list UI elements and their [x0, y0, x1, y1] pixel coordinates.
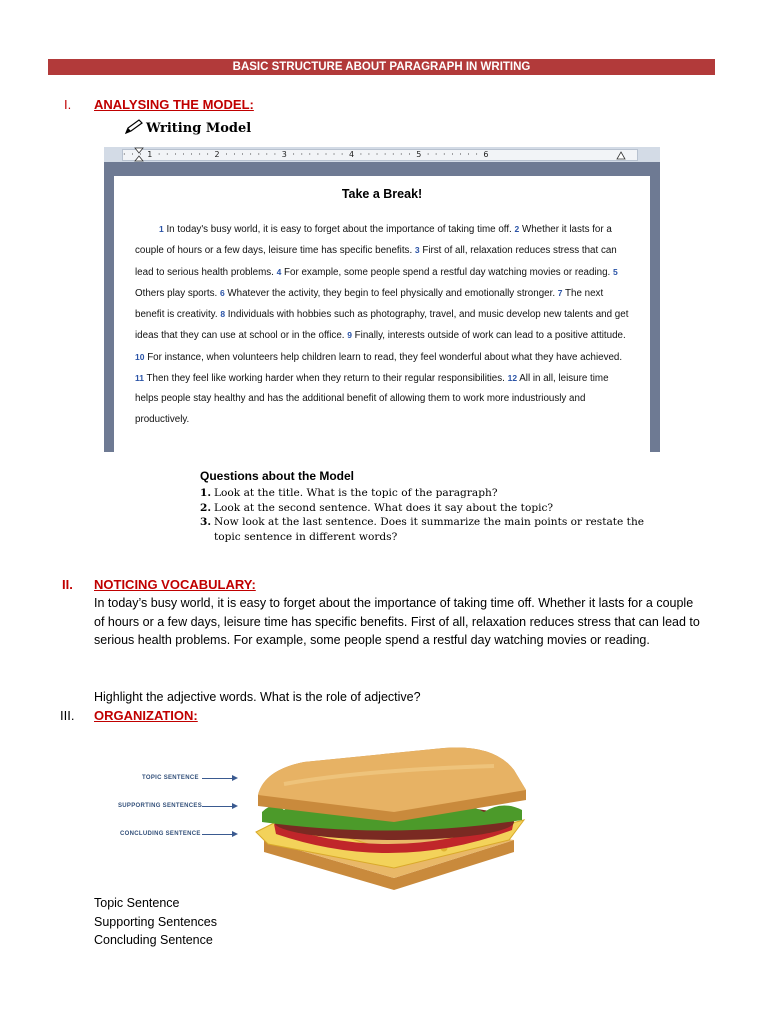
arrow-line [202, 778, 232, 779]
sentence-number: 11 [135, 373, 144, 384]
section-2-number: II. [62, 577, 73, 592]
sentence-text: Whatever the activity, they begin to feel physically and emotionally stronger. [224, 287, 558, 299]
sentence-text: For example, some people spend a restful day watching movies or reading. [281, 266, 613, 278]
section-3-title: ORGANIZATION: [94, 708, 198, 723]
sentence-number: 7 [557, 287, 563, 298]
list-item: Topic Sentence [94, 896, 180, 910]
indent-marker-icon [134, 147, 144, 162]
arrow-right-icon [232, 775, 238, 781]
sentence-text: Whether it lasts for a couple of hours or a few days, leisure time has specific benefits. [135, 224, 612, 257]
model-paragraph [135, 219, 629, 430]
document-banner-title: BASIC STRUCTURE ABOUT PARAGRAPH IN WRITING [48, 59, 715, 75]
sentence-text: Finally, interests outside of work can lead to a positive attitude. [351, 330, 626, 342]
sentence-number: 6 [219, 287, 225, 298]
sentence-number: 10 [135, 351, 145, 362]
ruler-scale: · · · 1 · · · · · · · 2 · · · · · · · 3 · · · · · · · 4 · · · · · · · 5 · · · · · · · 6 [122, 149, 638, 161]
question-number: 2. [200, 501, 212, 514]
arrow-right-icon [232, 803, 238, 809]
arrow-line [202, 834, 232, 835]
sandwich-icon [244, 740, 534, 890]
concluding-sentence-label: CONCLUDING SENTENCE [120, 831, 201, 837]
section-2-title: NOTICING VOCABULARY: [94, 577, 256, 592]
sentence-number: 2 [514, 224, 520, 234]
vocabulary-paragraph: In today’s busy world, it is easy to forget about the importance of taking time off. Whether it lasts for a couple of hours or a few days, leisure time has specific benefits. First of all, relaxation reduces stress that can lead to serious health problems. For example, some people spend a restful day watching movies or reading. [94, 596, 700, 647]
right-indent-marker-icon [616, 151, 626, 161]
sentence-number: 1 [159, 224, 164, 234]
writing-model-label: Writing Model [146, 121, 252, 136]
ruler [104, 147, 660, 163]
sentence-text: All in all, leisure time helps people stay healthy and has the additional benefit of allowing them to work more industriously and productively. [135, 373, 609, 425]
question-item [200, 515, 660, 544]
sentence-text: Then they feel like working harder when they return to their regular responsibilities. [144, 373, 508, 385]
topic-sentence-label: TOPIC SENTENCE [142, 775, 199, 781]
sentence-number: 3 [414, 245, 420, 256]
pencil-icon [124, 119, 144, 135]
question-text: Now look at the last sentence. Does it summarize the main points or restate the topic sentence in different words? [214, 516, 645, 543]
sentence-number: 12 [507, 373, 518, 384]
section-3-number: III. [60, 708, 75, 723]
questions-heading: Questions about the Model [200, 469, 355, 483]
vocabulary-instruction: Highlight the adjective words. What is the role of adjective? [94, 690, 421, 704]
arrow-line [202, 806, 232, 807]
section-1-title: ANALYSING THE MODEL: [94, 97, 254, 112]
question-item [200, 486, 660, 501]
sentence-number: 9 [347, 330, 352, 341]
section-1-number: I. [64, 97, 72, 112]
sentence-text: Individuals with hobbies such as photography, travel, and music develop new talents and get ideas that they can use at school or in the office. [135, 309, 629, 342]
model-paragraph-title: Take a Break! [341, 187, 423, 201]
questions-list [200, 486, 660, 544]
sentence-text: The next benefit is creativity. [135, 287, 604, 321]
question-number: 3. [200, 516, 212, 528]
list-item: Concluding Sentence [94, 933, 213, 947]
sentence-number: 4 [276, 266, 282, 277]
sandwich-diagram [94, 740, 564, 890]
sentence-number: 5 [612, 266, 618, 277]
question-number: 1. [200, 487, 212, 499]
sentence-number: 8 [220, 309, 226, 320]
question-item [200, 501, 660, 516]
arrow-right-icon [232, 831, 238, 837]
sentence-text: First of all, relaxation reduces stress that can lead to serious health problems. [135, 245, 617, 278]
sentence-text: In today's busy world, it is easy to forget about the importance of taking time off. [163, 224, 515, 235]
question-text: Look at the title. What is the topic of the paragraph? [214, 487, 498, 499]
supporting-sentences-label: SUPPORTING SENTENCES [118, 803, 203, 809]
organization-list [94, 894, 394, 950]
question-text: Look at the second sentence. What does it say about the topic? [214, 501, 554, 514]
sentence-text: For instance, when volunteers help children learn to read, they feel wonderful about what they have achieved. [144, 351, 623, 363]
sentence-text: Others play sports. [135, 287, 220, 299]
list-item: Supporting Sentences [94, 914, 218, 929]
